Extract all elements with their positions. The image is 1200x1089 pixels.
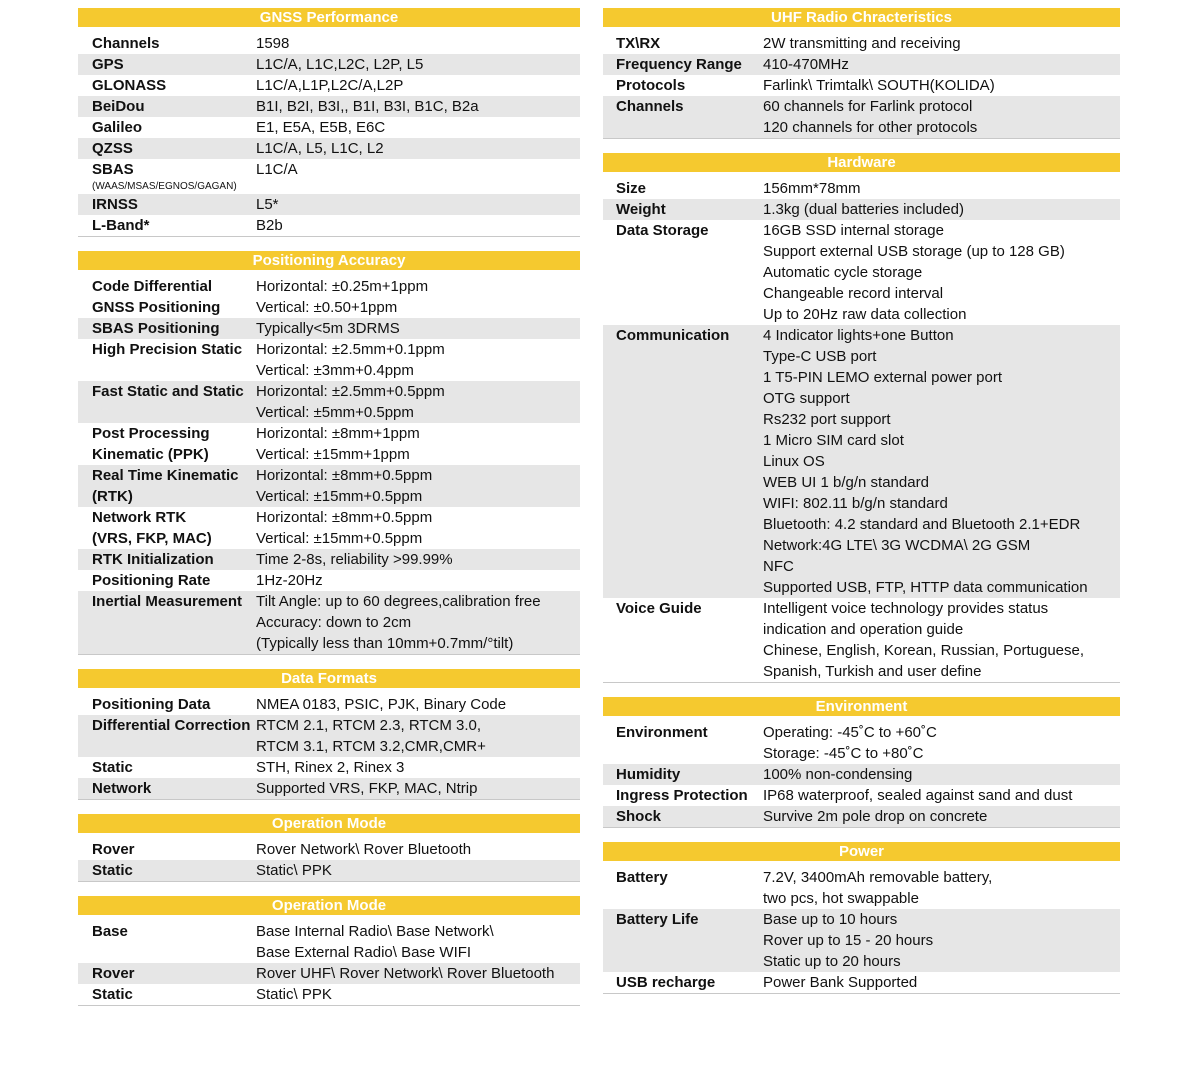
spec-sublabel: (WAAS/MSAS/EGNOS/GAGAN) [92,181,237,192]
spec-label-line: (RTK) [92,488,133,505]
spec-label [603,199,763,220]
spec-value-line: L1C/A, L5, L1C, L2 [256,140,384,157]
spec-value [763,325,1120,598]
spec-value [763,220,1120,325]
spec-value [256,381,580,423]
spec-label [603,972,763,993]
spec-value [256,694,580,715]
spec-value [763,199,1120,220]
spec-value [763,598,1120,682]
spec-value-line: STH, Rinex 2, Rinex 3 [256,759,405,776]
spec-table [78,839,580,882]
spec-row [603,806,1120,827]
spec-label-line: Environment [616,724,708,741]
spec-value-line: 156mm*78mm [763,180,861,197]
spec-label-line: Base [92,923,128,940]
spec-value [256,715,580,757]
spec-table [78,33,580,237]
spec-row [603,33,1120,54]
spec-value [763,75,1120,96]
spec-row [78,570,580,591]
spec-value [763,96,1120,138]
section-header: Data Formats [78,669,580,688]
spec-row [78,839,580,860]
spec-value [256,96,580,117]
spec-label-line: TX\RX [616,35,661,52]
spec-label-line: Real Time Kinematic [92,467,239,484]
spec-label-line: Galileo [92,119,143,136]
spec-value-line: Operating: -45˚C to +60˚C [763,724,937,741]
spec-label-line: Frequency Range [616,56,742,73]
spec-label [78,694,256,715]
spec-value [763,54,1120,75]
spec-label-line: Weight [616,201,666,218]
spec-row [603,764,1120,785]
spec-label [78,194,256,215]
spec-value [256,860,580,881]
section-header: Environment [603,697,1120,716]
section-hardware [603,153,1120,683]
spec-label [78,839,256,860]
spec-label [603,785,763,806]
spec-label-line: Data Storage [616,222,709,239]
section-header: Positioning Accuracy [78,251,580,270]
spec-value [763,972,1120,993]
spec-row [78,138,580,159]
spec-value-line: 16GB SSD internal storage [763,222,944,239]
spec-label-line: (VRS, FKP, MAC) [92,530,212,547]
spec-value [256,921,580,963]
spec-label [78,381,256,423]
spec-label-line: Voice Guide [616,600,702,617]
spec-value [763,178,1120,199]
spec-label-line: Static [92,862,133,879]
spec-value [256,984,580,1005]
spec-row [78,757,580,778]
spec-label-line: Channels [616,98,684,115]
spec-label-line: Static [92,986,133,1003]
spec-label-line: Positioning Rate [92,572,211,589]
spec-value-line: Automatic cycle storage [763,264,923,281]
spec-label-line: GPS [92,56,124,73]
spec-value-line: RTCM 2.1, RTCM 2.3, RTCM 3.0, [256,717,482,734]
spec-row [78,318,580,339]
spec-value [256,423,580,465]
spec-row [603,598,1120,682]
spec-row [78,778,580,799]
spec-label [78,465,256,507]
spec-label [78,423,256,465]
spec-label-line: Static [92,759,133,776]
spec-label-line: Communication [616,327,730,344]
spec-row [78,860,580,881]
spec-value-line: 410-470MHz [763,56,849,73]
section-header: UHF Radio Chracteristics [603,8,1120,27]
spec-value-line: Typically<5m 3DRMS [256,320,400,337]
spec-table [603,178,1120,683]
spec-value [256,465,580,507]
spec-row [603,867,1120,909]
spec-value [256,318,580,339]
spec-row [78,591,580,654]
spec-label [603,806,763,827]
spec-value-line: Storage: -45˚C to +80˚C [763,745,924,762]
spec-value-line: Base up to 10 hours [763,911,898,928]
spec-label-line: Size [616,180,647,197]
spec-value-line: Time 2-8s, reliability >99.99% [256,551,453,568]
spec-value-line: Vertical: ±15mm+0.5ppm [256,530,423,547]
spec-value-line: Network:4G LTE\ 3G WCDMA\ 2G GSM [763,537,1031,554]
spec-value [256,591,580,654]
spec-row [78,381,580,423]
spec-label-line: Fast Static and Static [92,383,244,400]
spec-label [78,54,256,75]
spec-row [603,785,1120,806]
spec-value-line: Static up to 20 hours [763,953,901,970]
spec-value-line: Supported USB, FTP, HTTP data communication [763,579,1088,596]
spec-value-line: 1.3kg (dual batteries included) [763,201,964,218]
spec-value-line: two pcs, hot swappable [763,890,919,907]
spec-label [78,507,256,549]
spec-value-line: Support external USB storage (up to 128 GB) [763,243,1065,260]
spec-label [78,549,256,570]
spec-label-line: Inertial Measurement [92,593,243,610]
spec-row [78,694,580,715]
spec-row [603,722,1120,764]
spec-label-line: Network RTK [92,509,187,526]
spec-table [78,694,580,800]
spec-label [78,963,256,984]
spec-value-line: 100% non-condensing [763,766,913,783]
spec-label [78,860,256,881]
spec-row [603,909,1120,972]
spec-value-line: Linux OS [763,453,825,470]
section-data-formats [78,669,580,800]
spec-value-line: Chinese, English, Korean, Russian, Portuguese, [763,642,1085,659]
spec-value [256,215,580,236]
spec-label-line: Shock [616,808,662,825]
spec-value-line: 60 channels for Farlink protocol [763,98,973,115]
spec-value [763,785,1120,806]
spec-value-line: 2W transmitting and receiving [763,35,961,52]
spec-value [256,963,580,984]
spec-value-line: Power Bank Supported [763,974,918,991]
spec-label [78,33,256,54]
left-column [78,8,580,1020]
spec-row [78,194,580,215]
spec-value-line: Vertical: ±3mm+0.4ppm [256,362,414,379]
spec-table [603,867,1120,994]
spec-row [78,276,580,318]
spec-row [603,54,1120,75]
spec-value-line: L1C/A [256,161,298,178]
spec-value [256,778,580,799]
spec-label [603,598,763,682]
spec-label [603,764,763,785]
spec-value [256,54,580,75]
spec-label [78,339,256,381]
spec-value [256,839,580,860]
spec-label [78,276,256,318]
right-column [603,8,1120,1008]
spec-value [256,757,580,778]
spec-row [78,423,580,465]
spec-row [78,96,580,117]
spec-label-line: Positioning Data [92,696,211,713]
spec-value-line: Spanish, Turkish and user define [763,663,982,680]
spec-value [256,75,580,96]
spec-value [256,549,580,570]
spec-label-line: GLONASS [92,77,167,94]
spec-value-line: L1C/A,L1P,L2C/A,L2P [256,77,404,94]
section-header: Operation Mode [78,896,580,915]
spec-label-line: Battery [616,869,668,886]
spec-row [78,117,580,138]
spec-value-line: Bluetooth: 4.2 standard and Bluetooth 2.1+EDR [763,516,1081,533]
section-uhf-radio-chracteristics [603,8,1120,139]
spec-row [78,963,580,984]
section-header: Operation Mode [78,814,580,833]
spec-label-line: SBAS Positioning [92,320,220,337]
spec-value-line: Vertical: ±5mm+0.5ppm [256,404,414,421]
spec-label-line: Differential Correction [92,717,251,734]
spec-row [78,715,580,757]
spec-row [78,215,580,236]
spec-table [78,921,580,1006]
spec-value [256,138,580,159]
spec-label [603,909,763,972]
spec-label-line: Network [92,780,152,797]
spec-label [78,984,256,1005]
spec-value [763,867,1120,909]
spec-value [256,570,580,591]
spec-label [78,215,256,236]
spec-value [763,806,1120,827]
spec-label-line: QZSS [92,140,133,157]
spec-value-line: Rover Network\ Rover Bluetooth [256,841,472,858]
spec-value-line: Horizontal: ±8mm+0.5ppm [256,467,433,484]
spec-value-line: 7.2V, 3400mAh removable battery, [763,869,993,886]
spec-value-line: OTG support [763,390,850,407]
spec-value-line: 1 T5-PIN LEMO external power port [763,369,1002,386]
spec-value-line: E1, E5A, E5B, E6C [256,119,386,136]
spec-label-line: SBAS [92,161,134,178]
spec-label-line: BeiDou [92,98,145,115]
spec-label [603,178,763,199]
spec-value-line: RTCM 3.1, RTCM 3.2,CMR,CMR+ [256,738,486,755]
spec-row [78,159,580,194]
spec-value [256,339,580,381]
spec-row [603,325,1120,598]
spec-label-line: IRNSS [92,196,138,213]
spec-row [603,199,1120,220]
spec-label [78,921,256,963]
spec-label-line: Kinematic (PPK) [92,446,209,463]
spec-value [256,507,580,549]
spec-value-line: Intelligent voice technology provides status [763,600,1049,617]
spec-row [78,549,580,570]
spec-label [78,117,256,138]
spec-label [603,722,763,764]
section-operation-mode [78,896,580,1006]
spec-value-line: Survive 2m pole drop on concrete [763,808,988,825]
spec-label [78,159,256,194]
spec-value-line: Static\ PPK [256,986,332,1003]
spec-value-line: 1Hz-20Hz [256,572,323,589]
spec-label [603,867,763,909]
spec-label [603,220,763,325]
spec-label [603,75,763,96]
section-header: Power [603,842,1120,861]
spec-label [603,325,763,598]
spec-value [763,33,1120,54]
spec-value-line: Type-C USB port [763,348,877,365]
spec-table [78,276,580,655]
section-positioning-accuracy [78,251,580,655]
spec-row [78,465,580,507]
spec-value-line: Accuracy: down to 2cm [256,614,412,631]
spec-row [603,178,1120,199]
spec-table [603,33,1120,139]
spec-value-line: Rover UHF\ Rover Network\ Rover Bluetooth [256,965,555,982]
spec-value-line: IP68 waterproof, sealed against sand and dust [763,787,1073,804]
spec-label-line: Protocols [616,77,686,94]
spec-label [603,54,763,75]
section-header: Hardware [603,153,1120,172]
spec-value-line: Vertical: ±0.50+1ppm [256,299,398,316]
spec-label [78,591,256,654]
spec-row [78,54,580,75]
spec-value-line: 1 Micro SIM card slot [763,432,904,449]
spec-value-line: Horizontal: ±2.5mm+0.5ppm [256,383,445,400]
spec-value-line: NFC [763,558,794,575]
spec-value-line: L1C/A, L1C,L2C, L2P, L5 [256,56,424,73]
section-operation-mode [78,814,580,882]
spec-label-line: GNSS Positioning [92,299,221,316]
spec-label-line: Channels [92,35,160,52]
spec-value-line: WIFI: 802.11 b/g/n standard [763,495,948,512]
spec-label-line: Ingress Protection [616,787,748,804]
spec-value-line: WEB UI 1 b/g/n standard [763,474,929,491]
spec-value-line: Horizontal: ±0.25m+1ppm [256,278,429,295]
spec-value-line: Vertical: ±15mm+1ppm [256,446,410,463]
spec-row [78,75,580,96]
spec-row [78,984,580,1005]
section-power [603,842,1120,994]
spec-value-line: Base Internal Radio\ Base Network\ [256,923,494,940]
section-gnss-performance [78,8,580,237]
section-header: GNSS Performance [78,8,580,27]
spec-value-line: Horizontal: ±2.5mm+0.1ppm [256,341,445,358]
spec-value [256,194,580,215]
spec-label [78,757,256,778]
spec-row [78,339,580,381]
spec-value-line: L5* [256,196,279,213]
spec-row [603,972,1120,993]
spec-value-line: Horizontal: ±8mm+0.5ppm [256,509,433,526]
spec-value-line: Base External Radio\ Base WIFI [256,944,472,961]
spec-row [78,921,580,963]
spec-value [763,722,1120,764]
spec-value-line: Changeable record interval [763,285,944,302]
spec-label-line: RTK Initialization [92,551,214,568]
spec-label-line: Humidity [616,766,681,783]
spec-label-line: Post Processing [92,425,210,442]
spec-value [256,33,580,54]
spec-value-line: Vertical: ±15mm+0.5ppm [256,488,423,505]
spec-label [78,138,256,159]
spec-value-line: Supported VRS, FKP, MAC, Ntrip [256,780,478,797]
spec-value-line: Tilt Angle: up to 60 degrees,calibration free [256,593,541,610]
spec-row [603,220,1120,325]
spec-value-line: B2b [256,217,283,234]
spec-label [78,778,256,799]
spec-value-line: Rs232 port support [763,411,891,428]
spec-row [603,75,1120,96]
spec-row [78,33,580,54]
spec-value-line: indication and operation guide [763,621,964,638]
spec-row [603,96,1120,138]
spec-value-line: Horizontal: ±8mm+1ppm [256,425,420,442]
spec-value [256,117,580,138]
spec-value-line: (Typically less than 10mm+0.7mm/°tilt) [256,635,514,652]
spec-label-line: L-Band* [92,217,150,234]
spec-label-line: High Precision Static [92,341,243,358]
spec-value-line: NMEA 0183, PSIC, PJK, Binary Code [256,696,507,713]
spec-label [78,570,256,591]
spec-value-line: Farlink\ Trimtalk\ SOUTH(KOLIDA) [763,77,995,94]
spec-label [78,96,256,117]
spec-label-line: Rover [92,965,135,982]
spec-label [78,75,256,96]
spec-value [256,159,580,194]
spec-value [763,909,1120,972]
spec-label-line: Battery Life [616,911,699,928]
spec-value-line: Up to 20Hz raw data collection [763,306,967,323]
spec-table [603,722,1120,828]
spec-row [78,507,580,549]
section-environment [603,697,1120,828]
spec-label [603,96,763,138]
spec-label [78,318,256,339]
spec-label-line: USB recharge [616,974,716,991]
spec-label [78,715,256,757]
spec-value [256,276,580,318]
spec-value [763,764,1120,785]
spec-value-line: Rover up to 15 - 20 hours [763,932,934,949]
spec-label-line: Code Differential [92,278,213,295]
spec-label-line: Rover [92,841,135,858]
spec-label [603,33,763,54]
spec-value-line: B1I, B2I, B3I,, B1I, B3I, B1C, B2a [256,98,479,115]
spec-value-line: 4 Indicator lights+one Button [763,327,954,344]
spec-value-line: Static\ PPK [256,862,332,879]
spec-value-line: 120 channels for other protocols [763,119,978,136]
spec-value-line: 1598 [256,35,290,52]
